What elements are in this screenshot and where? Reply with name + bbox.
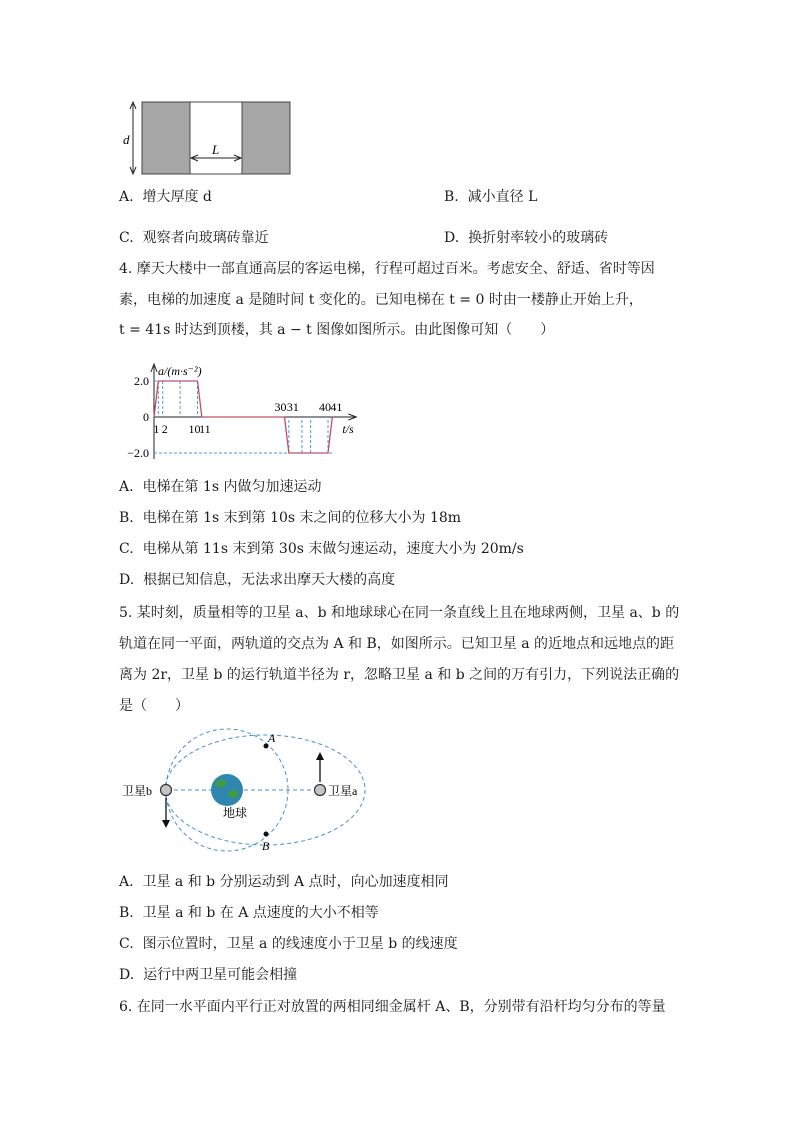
label-satellite-b: 卫星b bbox=[122, 784, 153, 798]
label-satellite-a: 卫星a bbox=[328, 784, 358, 798]
q5-option-a: A. 卫星 a 和 b 分别运动到 A 点时，向心加速度相同 bbox=[119, 874, 449, 890]
x-tick-label: 31 bbox=[286, 400, 299, 414]
x-tick-label: 40 bbox=[319, 400, 331, 414]
q4-option-b: B. 电梯在第 1s 末到第 10s 末之间的位移大小为 18m bbox=[119, 510, 462, 526]
q5-stem-line3: 离为 2r，卫星 b 的运行轨道半径为 r，忽略卫星 a 和 b 之间的万有引力，下列说法正确的 bbox=[119, 667, 680, 683]
x-tick-label: 41 bbox=[330, 400, 343, 414]
q4-stem-line3: t = 41s 时达到顶楼，其 a − t 图像如图所示。由此图像可知（ ） bbox=[119, 322, 555, 338]
label-earth: 地球 bbox=[223, 806, 248, 820]
satellite-b-icon bbox=[161, 785, 172, 796]
q3-option-b: B. 减小直径 L bbox=[444, 189, 538, 205]
q3-option-c: C. 观察者向玻璃砖靠近 bbox=[119, 230, 269, 246]
q4-option-a: A. 电梯在第 1s 内做匀加速运动 bbox=[119, 479, 322, 495]
q3-option-a: A. 增大厚度 d bbox=[119, 189, 212, 205]
y-tick-label: 0 bbox=[143, 410, 149, 424]
q5-stem-line4: 是（ ） bbox=[119, 698, 189, 714]
x-tick-label: 11 bbox=[199, 422, 211, 436]
earth-icon bbox=[211, 774, 243, 806]
label-A: A bbox=[268, 731, 276, 745]
y-tick-label: −2.0 bbox=[127, 446, 149, 460]
y-tick-label: 2.0 bbox=[134, 374, 149, 388]
glass-brick-figure bbox=[118, 96, 298, 180]
orbit-figure bbox=[115, 725, 385, 860]
satellite-a-icon bbox=[315, 785, 326, 796]
x-tick-label: 10 bbox=[188, 422, 201, 436]
q5-option-c: C. 图示位置时，卫星 a 的线速度小于卫星 b 的线速度 bbox=[119, 936, 458, 952]
q4-stem-line2: 素，电梯的加速度 a 是随时间 t 变化的。已知电梯在 t = 0 时由一楼静止开始上升， bbox=[119, 292, 643, 308]
x-tick-label: 30 bbox=[274, 400, 287, 414]
q5-option-d: D. 运行中两卫星可能会相撞 bbox=[119, 967, 298, 983]
q4-stem-line1: 4. 摩天大楼中一部直通高层的客运电梯，行程可超过百米。考虑安全、舒适、省时等因 bbox=[119, 261, 655, 277]
q4-option-c: C. 电梯从第 11s 末到第 30s 末做匀速运动，速度大小为 20m/s bbox=[119, 541, 524, 557]
left-glass-block bbox=[142, 102, 190, 174]
q5-option-b: B. 卫星 a 和 b 在 A 点速度的大小不相等 bbox=[119, 905, 379, 921]
right-glass-block bbox=[242, 102, 290, 174]
x-axis-label: t/s bbox=[342, 422, 354, 436]
x-tick-label: 2 bbox=[161, 422, 168, 436]
x-tick-label: 1 bbox=[153, 422, 160, 436]
hole-gap bbox=[190, 102, 242, 174]
q5-stem-line2: 轨道在同一平面，两轨道的交点为 A 和 B，如图所示。已知卫星 a 的近地点和远地点的距 bbox=[119, 636, 674, 652]
label-B: B bbox=[262, 839, 270, 853]
label-L: L bbox=[212, 142, 220, 157]
point-B bbox=[264, 832, 269, 837]
q6-stem-line1: 6. 在同一水平面内平行正对放置的两相同细金属杆 A、B，分别带有沿杆均匀分布的等量 bbox=[119, 999, 666, 1015]
q4-option-d: D. 根据已知信息，无法求出摩天大楼的高度 bbox=[119, 572, 396, 588]
a-t-chart bbox=[110, 355, 430, 465]
label-d: d bbox=[123, 132, 130, 147]
q5-stem-line1: 5. 某时刻，质量相等的卫星 a、b 和地球球心在同一条直线上且在地球两侧，卫星 a、b 的 bbox=[119, 605, 680, 621]
q3-option-d: D. 换折射率较小的玻璃砖 bbox=[444, 230, 609, 246]
y-axis-label: a/(m·s⁻²) bbox=[158, 364, 202, 378]
